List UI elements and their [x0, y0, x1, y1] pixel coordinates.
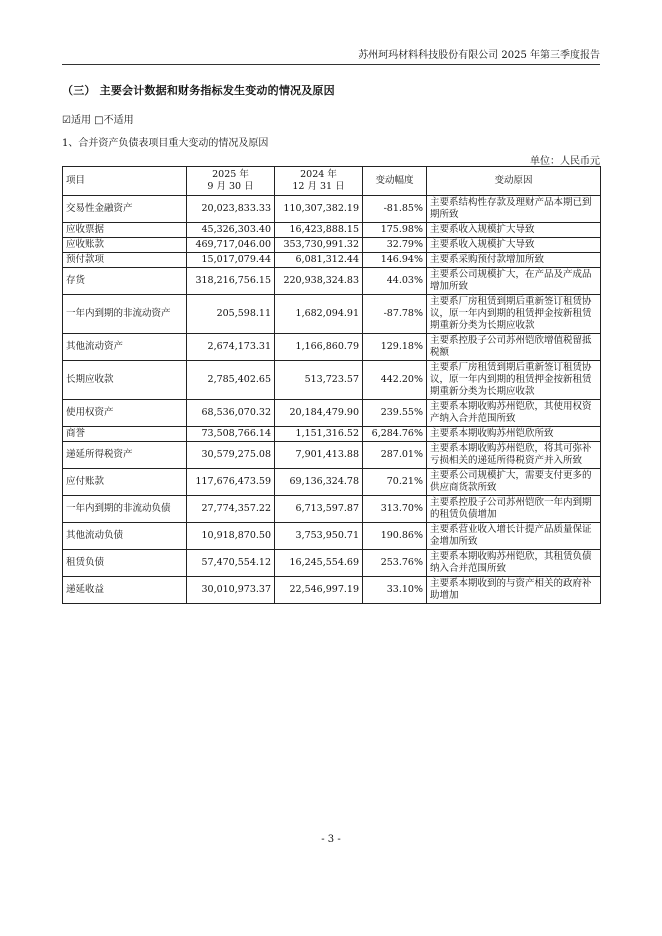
row-item-cell: 存货: [63, 268, 187, 295]
row-prior-value: 3,753,950.71: [275, 523, 363, 550]
row-reason: 主要系厂房租赁到期后重新签订租赁协议，原一年内到期的租赁押金按新租赁期重新分类为长期应收款: [427, 361, 601, 400]
row-current-value: 2,674,173.31: [187, 334, 275, 361]
row-item-cell: 一年内到期的非流动负债: [63, 496, 187, 523]
row-change-pct: 33.10%: [363, 577, 427, 604]
row-reason: 主要系本期收购苏州铠欣，其使用权资产纳入合并范围所致: [427, 400, 601, 427]
row-reason: 主要系营业收入增长计提产品质量保证金增加所致: [427, 523, 601, 550]
table-row: [63, 295, 601, 334]
row-reason: 主要系收入规模扩大导致: [427, 238, 601, 253]
row-item-cell: 应收账款: [63, 238, 187, 253]
row-change-pct: 287.01%: [363, 442, 427, 469]
table-row: [63, 253, 601, 268]
row-prior-value: 16,245,554.69: [275, 550, 363, 577]
row-change-pct: 44.03%: [363, 268, 427, 295]
row-change-pct: 6,284.76%: [363, 427, 427, 442]
header-item: 项目: [63, 167, 187, 196]
table-row: [63, 496, 601, 523]
applicability-checkbox-line: ☑适用 □不适用: [62, 115, 134, 126]
row-item-cell: 其他流动资产: [63, 334, 187, 361]
row-current-value: 117,676,473.59: [187, 469, 275, 496]
table-row: [63, 523, 601, 550]
row-change-pct: 442.20%: [363, 361, 427, 400]
row-reason: 主要系厂房租赁到期后重新签订租赁协议，原一年内到期的租赁押金按新租赁期重新分类为长期应收款: [427, 295, 601, 334]
row-reason: 主要系本期收购苏州铠欣，将其可弥补亏损相关的递延所得税资产并入所致: [427, 442, 601, 469]
table-row: [63, 427, 601, 442]
row-prior-value: 1,151,316.52: [275, 427, 363, 442]
row-item-cell: 应付账款: [63, 469, 187, 496]
balance-sheet-changes-table: [62, 166, 601, 604]
row-item-cell: 递延所得税资产: [63, 442, 187, 469]
row-item-cell: 递延收益: [63, 577, 187, 604]
row-current-value: 30,579,275.08: [187, 442, 275, 469]
table-row: [63, 400, 601, 427]
row-item-cell: 应收票据: [63, 223, 187, 238]
row-current-value: 27,774,357.22: [187, 496, 275, 523]
page-number: - 3 -: [321, 834, 341, 845]
row-current-value: 68,536,070.32: [187, 400, 275, 427]
row-current-value: 469,717,046.00: [187, 238, 275, 253]
row-prior-value: 16,423,888.15: [275, 223, 363, 238]
row-reason: 主要系采购预付款增加所致: [427, 253, 601, 268]
row-change-pct: 32.79%: [363, 238, 427, 253]
row-change-pct: 70.21%: [363, 469, 427, 496]
header-prior-date: 12 月 31 日: [292, 181, 345, 192]
row-reason: 主要系控股子公司苏州铠欣增值税留抵税额: [427, 334, 601, 361]
row-current-value: 73,508,766.14: [187, 427, 275, 442]
table-row: [63, 469, 601, 496]
row-reason: 主要系公司规模扩大，需要支付更多的供应商货款所致: [427, 469, 601, 496]
table-body: [63, 196, 601, 604]
header-change: 变动幅度: [363, 167, 427, 196]
table-row: [63, 196, 601, 223]
subsection-title: 1、合并资产负债表项目重大变动的情况及原因: [62, 138, 269, 149]
row-item-cell: 租赁负债: [63, 550, 187, 577]
row-change-pct: 239.55%: [363, 400, 427, 427]
table-row: [63, 238, 601, 253]
row-prior-value: 6,081,312.44: [275, 253, 363, 268]
header-current-year: 2025 年: [212, 169, 249, 180]
row-change-pct: 175.98%: [363, 223, 427, 238]
row-change-pct: 313.70%: [363, 496, 427, 523]
row-item-cell: 商誉: [63, 427, 187, 442]
row-reason: 主要系本期收购苏州铠欣所致: [427, 427, 601, 442]
header-current-date: 9 月 30 日: [207, 181, 254, 192]
row-prior-value: 6,713,597.87: [275, 496, 363, 523]
table-row: [63, 577, 601, 604]
row-item-cell: 使用权资产: [63, 400, 187, 427]
row-prior-value: 220,938,324.83: [275, 268, 363, 295]
row-change-pct: -87.78%: [363, 295, 427, 334]
section-title: （三） 主要会计数据和财务指标发生变动的情况及原因: [62, 84, 335, 97]
row-prior-value: 353,730,991.32: [275, 238, 363, 253]
row-current-value: 318,216,756.15: [187, 268, 275, 295]
row-prior-value: 1,682,094.91: [275, 295, 363, 334]
row-change-pct: 190.86%: [363, 523, 427, 550]
table-row: [63, 361, 601, 400]
row-prior-value: 22,546,997.19: [275, 577, 363, 604]
row-current-value: 45,326,303.40: [187, 223, 275, 238]
row-current-value: 20,023,833.33: [187, 196, 275, 223]
row-current-value: 2,785,402.65: [187, 361, 275, 400]
row-item-cell: 其他流动负债: [63, 523, 187, 550]
row-item-cell: 交易性金融资产: [63, 196, 187, 223]
header-prior-year: 2024 年: [300, 169, 337, 180]
row-prior-value: 110,307,382.19: [275, 196, 363, 223]
row-prior-value: 7,901,413.88: [275, 442, 363, 469]
row-prior-value: 1,166,860.79: [275, 334, 363, 361]
row-current-value: 205,598.11: [187, 295, 275, 334]
header-prior-period: [275, 167, 363, 196]
table-row: [63, 268, 601, 295]
row-change-pct: -81.85%: [363, 196, 427, 223]
row-prior-value: 20,184,479.90: [275, 400, 363, 427]
row-change-pct: 129.18%: [363, 334, 427, 361]
row-change-pct: 253.76%: [363, 550, 427, 577]
table-row: [63, 223, 601, 238]
row-prior-value: 513,723.57: [275, 361, 363, 400]
row-reason: 主要系结构性存款及理财产品本期已到期所致: [427, 196, 601, 223]
currency-unit-label: 单位：人民币元: [530, 156, 600, 167]
table-header-row: [63, 167, 601, 196]
report-header: 苏州珂玛材料科技股份有限公司 2025 年第三季度报告: [358, 50, 600, 61]
header-current-period: [187, 167, 275, 196]
row-item-cell: 一年内到期的非流动资产: [63, 295, 187, 334]
row-change-pct: 146.94%: [363, 253, 427, 268]
row-current-value: 15,017,079.44: [187, 253, 275, 268]
row-reason: 主要系收入规模扩大导致: [427, 223, 601, 238]
row-item-cell: 长期应收款: [63, 361, 187, 400]
row-prior-value: 69,136,324.78: [275, 469, 363, 496]
row-reason: 主要系本期收购苏州铠欣，其租赁负债纳入合并范围所致: [427, 550, 601, 577]
header-reason: 变动原因: [427, 167, 601, 196]
row-reason: 主要系本期收到的与资产相关的政府补助增加: [427, 577, 601, 604]
table-row: [63, 550, 601, 577]
row-current-value: 57,470,554.12: [187, 550, 275, 577]
table-row: [63, 334, 601, 361]
row-reason: 主要系公司规模扩大，在产品及产成品增加所致: [427, 268, 601, 295]
row-reason: 主要系控股子公司苏州铠欣一年内到期的租赁负债增加: [427, 496, 601, 523]
table-row: [63, 442, 601, 469]
row-current-value: 10,918,870.50: [187, 523, 275, 550]
row-item-cell: 预付款项: [63, 253, 187, 268]
header-divider: [62, 64, 600, 65]
row-current-value: 30,010,973.37: [187, 577, 275, 604]
